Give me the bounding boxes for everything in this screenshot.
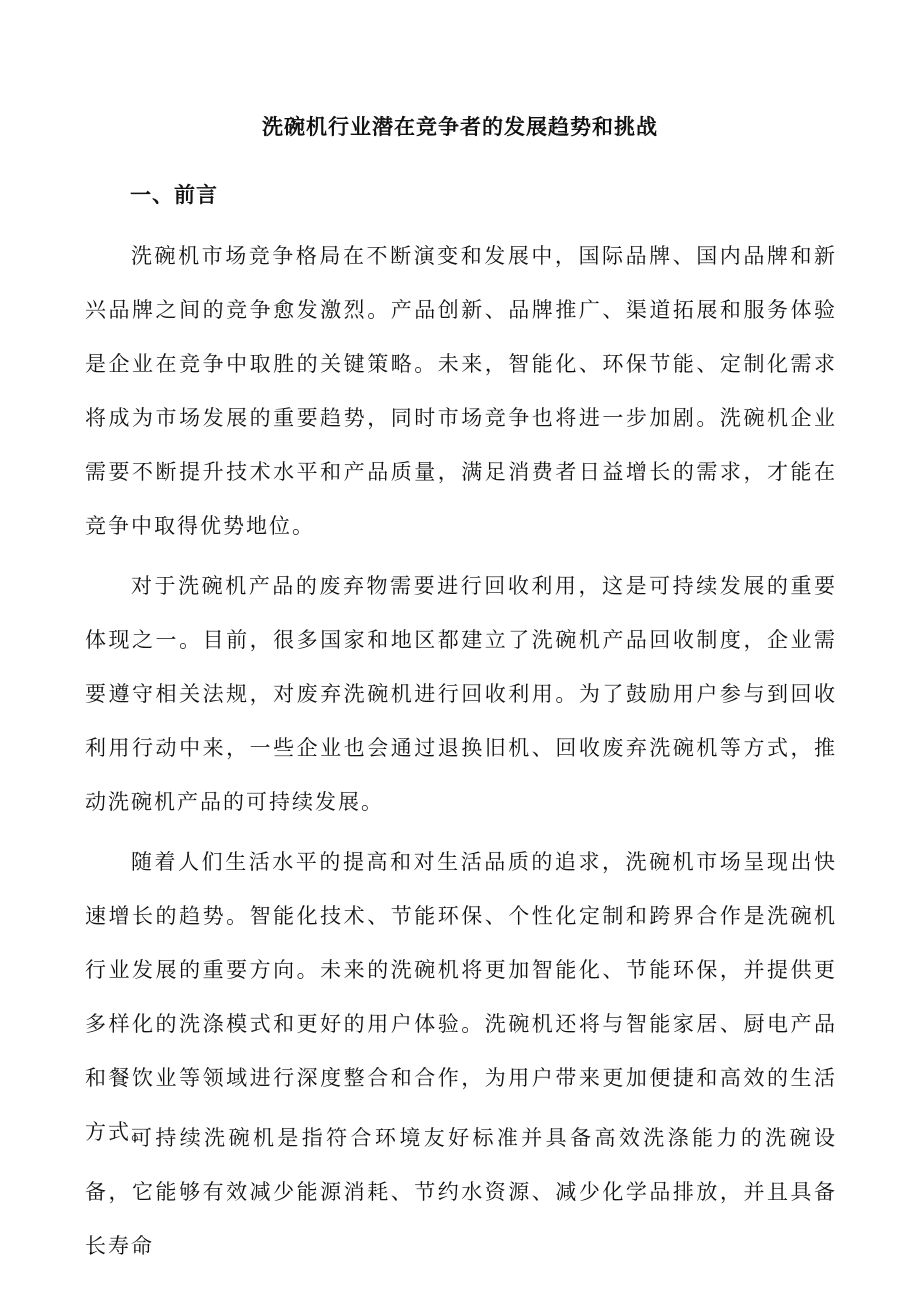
section-heading: 一、前言 xyxy=(130,183,218,207)
paragraph-1: 洗碗机市场竞争格局在不断演变和发展中，国际品牌、国内品牌和新兴品牌之间的竞争愈发激烈。产品创新、品牌推广、渠道拓展和服务体验是企业在竞争中取胜的关键策略。未来，智能化、环保节能、定制化需求将成为市场发展的重要趋势，同时市场竞争也将进一步加剧。洗碗机企业需要不断提升技术水平和产品质量，满足消费者日益增长的需求，才能在竞争中取得优势地位。 xyxy=(85,244,837,538)
paragraph-2: 对于洗碗机产品的废弃物需要进行回收利用，这是可持续发展的重要体现之一。目前，很多国家和地区都建立了洗碗机产品回收制度，企业需要遵守相关法规，对废弃洗碗机进行回收利用。为了鼓励用户参与到回收利用行动中来，一些企业也会通过退换旧机、回收废弃洗碗机等方式，推动洗碗机产品的可持续发展。 xyxy=(85,574,837,814)
paragraph-3: 随着人们生活水平的提高和对生活品质的追求，洗碗机市场呈现出快速增长的趋势。智能化技术、节能环保、个性化定制和跨界合作是洗碗机行业发展的重要方向。未来的洗碗机将更加智能化、节能环保，并提供更多样化的洗涤模式和更好的用户体验。洗碗机还将与智能家居、厨电产品和餐饮业等领域进行深度整合和合作，为用户带来更加便捷和高效的生活方式。 xyxy=(85,850,837,1144)
document-title: 洗碗机行业潜在竞争者的发展趋势和挑战 xyxy=(262,115,658,139)
paragraph-4: 可持续洗碗机是指符合环境友好标准并具备高效洗涤能力的洗碗设备，它能够有效减少能源消耗、节约水资源、减少化学品排放，并且具备长寿命 xyxy=(85,1126,837,1258)
